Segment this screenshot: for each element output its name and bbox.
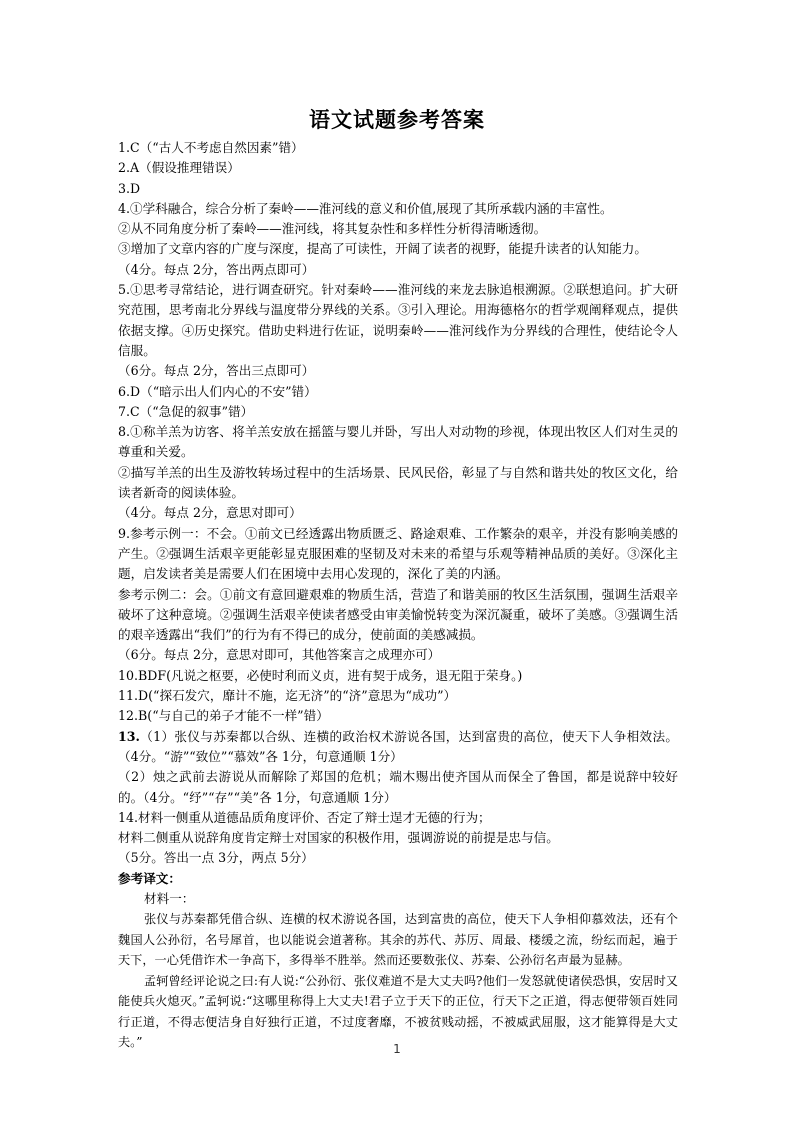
answer-line: ②描写羊羔的出生及游牧转场过程中的生活场景、民风民俗，彰显了与自然和谐共处的牧区文化，给读者新奇的阅读体验。 <box>118 464 678 501</box>
answer-line: 材料二侧重从说辞角度肯定辩士对国家的积极作用，强调游说的前提是忠与信。 <box>118 830 559 846</box>
translation-paragraph: 孟轲曾经评论说之曰:有人说:“公孙衍、张仪难道不是大丈夫吗?他们一发怒就使诸侯恐惧，安居时又能使兵火熄灭。”孟轲说:“这哪里称得上大丈夫!君子立于天下的正位，行天下之正道，得志便带领百姓同行正道，不得志便洁身自好独行正道，不过度奢靡，不被贫贱动摇，不被威武屈服，这才能算得是大丈夫。” <box>118 973 678 1050</box>
score-note: （4分。每点 2分，意思对即可） <box>118 505 302 521</box>
translation-heading: 参考译文： <box>118 870 181 886</box>
score-note: （4分。每点 2分，答出两点即可） <box>118 261 315 277</box>
answer-line: 11.D(“探石发穴，靡计不施，迄无济”的“济”意思为“成功”） <box>118 688 457 704</box>
answer-line: 2.A（假设推理错误） <box>118 160 240 176</box>
page-title: 语文试题参考答案 <box>309 107 485 132</box>
answer-line: 4.①学科融合，综合分析了秦岭——淮河线的意义和价值,展现了其所承载内涵的丰富性。 <box>118 200 613 216</box>
material-label: 材料一： <box>144 890 195 906</box>
answer-line: 12.B(“与自己的弟子才能不一样”错） <box>118 708 329 724</box>
score-note: （6分。每点 2分，答出三点即可） <box>118 363 315 379</box>
translation-paragraph: 张仪与苏秦都凭借合纵、连横的权术游说各国，达到富贵的高位，使天下人争相仰慕效法，还有个魏国人公孙衍，名号犀首，也以能说会道著称。其余的苏代、苏厉、周最、楼缓之流，纷纭而起，遍于天下，一心凭借诈术一争高下，多得举不胜举。然而还要数张仪、苏秦、公孙衍名声最为显赫。 <box>118 912 678 968</box>
answer-line: （2）烛之武前去游说从而解除了郑国的危机；端木赐出使齐国从而保全了鲁国，都是说辞中较好的。（4分。“纾”“存”“美”各 1分，句意通顺 1分） <box>118 769 678 805</box>
answer-body <box>118 138 678 1053</box>
score-note: （5分。答出一点 3分，两点 5分） <box>118 850 314 866</box>
score-note: （6分。每点 2分，意思对即可，其他答案言之成理亦可） <box>118 647 441 663</box>
answer-line: 7.C（“急促的叙事”错） <box>118 403 254 419</box>
answer-line: 8.①称羊羔为访客、将羊羔安放在摇篮与婴儿并卧，写出人对动物的珍视，体现出牧区人们对生灵的尊重和关爱。 <box>118 424 678 460</box>
question-13-text: （1）张仪与苏秦都以合纵、连横的政治权术游说各国，达到富贵的高位，使天下人争相效法。（4分。“游”“致位”“慕效”各 1分，句意通顺 1分） <box>118 728 678 764</box>
answer-line: 1.C（“古人不考虑自然因素”错） <box>118 140 304 155</box>
answer-line: 10.BDF(凡说之枢要，必使时利而义贞，进有契于成务，退无阻于荣身。) <box>118 667 523 683</box>
answer-line: 6.D（“暗示出人们内心的不安”错） <box>118 383 317 399</box>
page-number: 1 <box>393 1042 401 1056</box>
answer-line: ③增加了文章内容的广度与深度，提高了可读性，开阔了读者的视野，能提升读者的认知能力。 <box>118 241 647 257</box>
answer-line: 3.D <box>118 180 141 196</box>
answer-line: 14.材料一侧重从道德品质角度评价、否定了辩士逞才无德的行为； <box>118 809 491 825</box>
question-13-number: 13. <box>118 728 140 744</box>
answer-line: ②从不同角度分析了秦岭——淮河线，将其复杂性和多样性分析得清晰透彻。 <box>118 221 547 237</box>
answer-line: 5.①思考寻常结论，进行调查研究。针对秦岭——淮河线的来龙去脉追根溯源。②联想追问。扩大研究范围，思考南北分界线与温度带分界线的关系。③引入理论。用海德格尔的哲学观阐释观点，提供依据支撑。④历史探究。借助史料进行佐证，说明秦岭——淮河线作为分界线的合理性，使结论令人信服。 <box>118 282 678 358</box>
answer-line: 9.参考示例一：不会。①前文已经透露出物质匮乏、路途艰难、工作繁杂的艰辛，并没有影响美感的产生。②强调生活艰辛更能彰显克服困难的坚韧及对未来的希望与乐观等精神品质的美好。③深化主题，启发读者美是需要人们在困境中去用心发现的，深化了美的内涵。 <box>118 525 678 582</box>
answer-line: 参考示例二：会。①前文有意回避艰难的物质生活，营造了和谐美丽的牧区生活氛围，强调生活艰辛破坏了这种意境。②强调生活艰辛使读者感受由审美愉悦转变为深沉凝重，破坏了美感。③强调生活的艰辛透露出“我们”的行为有不得已的成分，使前面的美感减损。 <box>118 586 678 643</box>
answer-line-13 <box>118 727 678 768</box>
